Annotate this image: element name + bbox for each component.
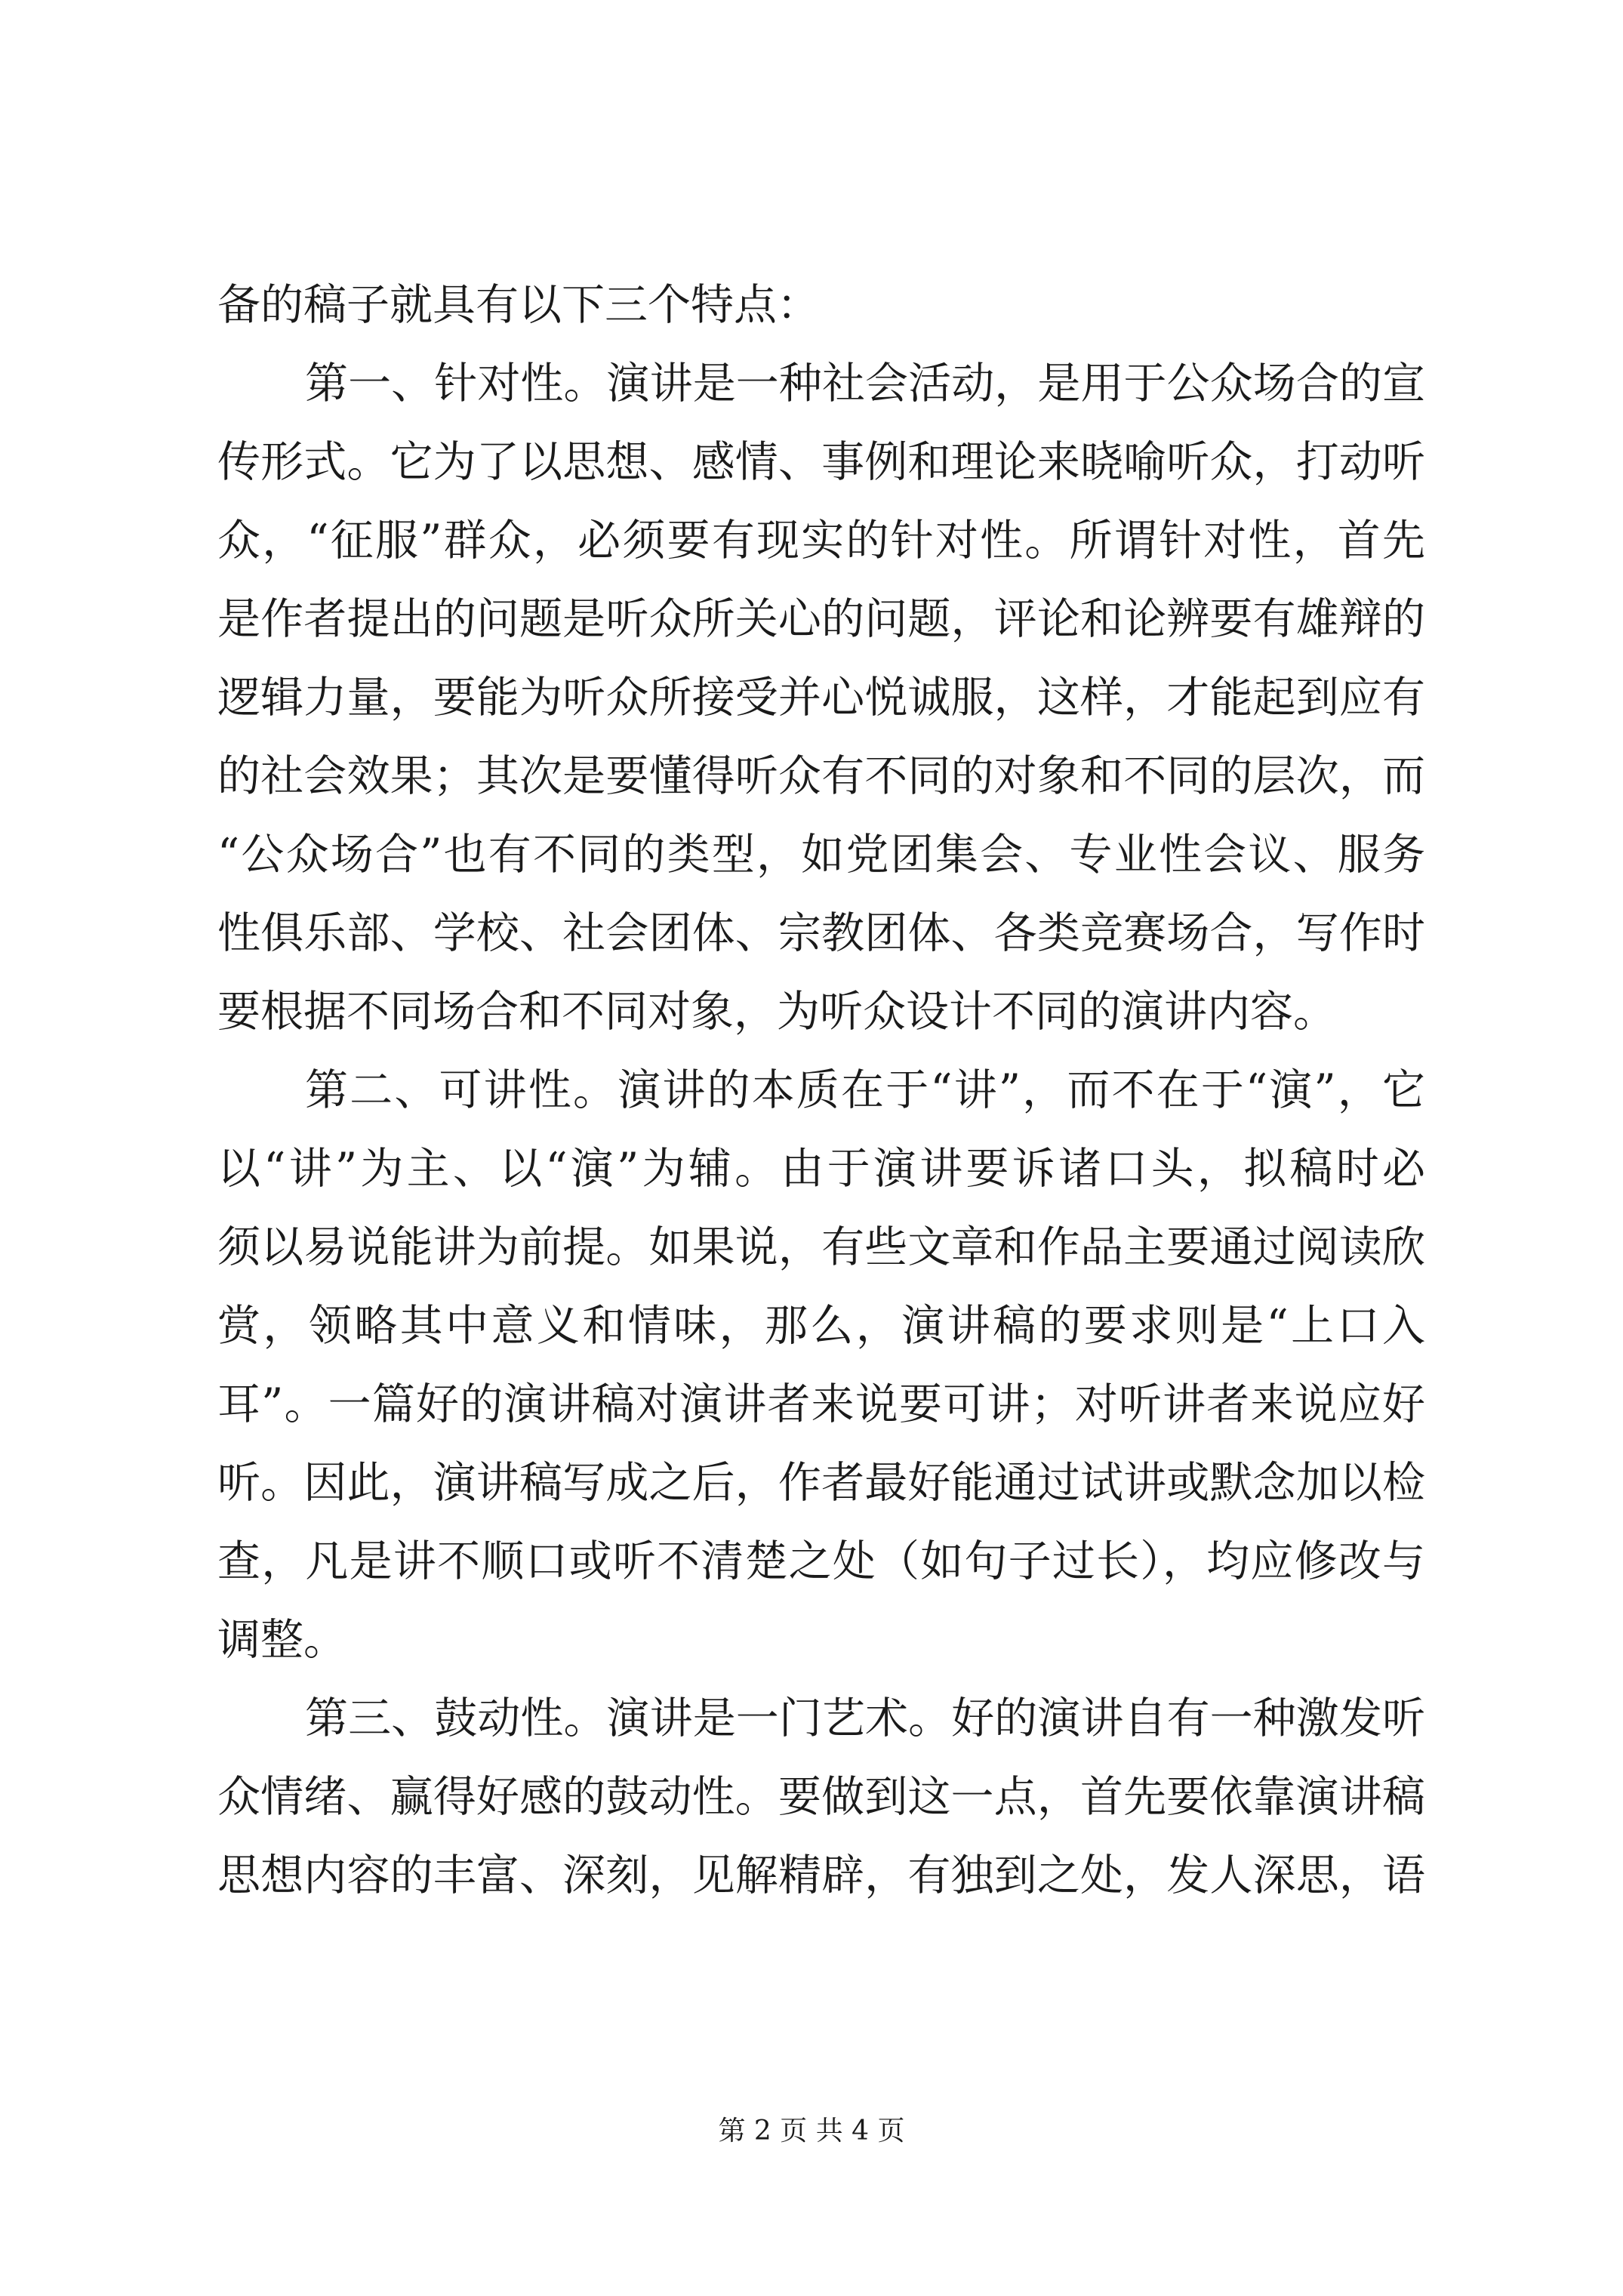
text-line: 耳”。一篇好的演讲稿对演讲者来说要可讲；对听讲者来说应好 (217, 1379, 1425, 1429)
text-line: 要根据不同场合和不同对象，为听众设计不同的演讲内容。 (217, 987, 1336, 1037)
text-line: 赏，领略其中意义和情味，那么，演讲稿的要求则是“上口入 (217, 1301, 1425, 1351)
text-line: 调整。 (217, 1615, 346, 1665)
text-line: “公众场合”也有不同的类型，如党团集会、专业性会议、服务 (217, 830, 1425, 880)
text-line: 以“讲”为主、以“演”为辅。由于演讲要诉诸口头，拟稿时必 (217, 1144, 1425, 1194)
document-body (217, 266, 1425, 1915)
text-line: 是作者提出的问题是听众所关心的问题，评论和论辨要有雄辩的 (217, 594, 1425, 644)
text-line: 听。因此，演讲稿写成之后，作者最好能通过试讲或默念加以检 (217, 1458, 1425, 1508)
text-line: 众情绪、赢得好感的鼓动性。要做到这一点，首先要依靠演讲稿 (217, 1772, 1425, 1822)
page-number: 第 2 页 共 4 页 (718, 2116, 905, 2147)
text-line: 传形式。它为了以思想、感情、事例和理论来晓喻听众，打动听 (217, 437, 1425, 487)
text-line: 备的稿子就具有以下三个特点： (217, 280, 820, 330)
text-line: 的社会效果；其次是要懂得听众有不同的对象和不同的层次，而 (217, 751, 1425, 801)
text-line: 思想内容的丰富、深刻，见解精辟，有独到之处，发人深思，语 (217, 1851, 1425, 1900)
text-line: 第二、可讲性。演讲的本质在于“讲”，而不在于“演”，它 (305, 1065, 1425, 1115)
text-line: 须以易说能讲为前提。如果说，有些文章和作品主要通过阅读欣 (217, 1222, 1425, 1272)
text-line: 第一、针对性。演讲是一种社会活动，是用于公众场合的宣 (305, 359, 1425, 408)
page-footer (0, 2113, 1623, 2150)
text-line: 第三、鼓动性。演讲是一门艺术。好的演讲自有一种激发听 (305, 1693, 1425, 1743)
text-line: 众，“征服”群众，必须要有现实的针对性。所谓针对性，首先 (217, 516, 1425, 566)
text-line: 性俱乐部、学校、社会团体、宗教团体、各类竞赛场合，写作时 (217, 908, 1425, 958)
text-line: 查，凡是讲不顺口或听不清楚之处（如句子过长），均应修改与 (217, 1536, 1425, 1586)
text-line: 逻辑力量，要能为听众所接受并心悦诚服，这样，才能起到应有 (217, 673, 1425, 723)
